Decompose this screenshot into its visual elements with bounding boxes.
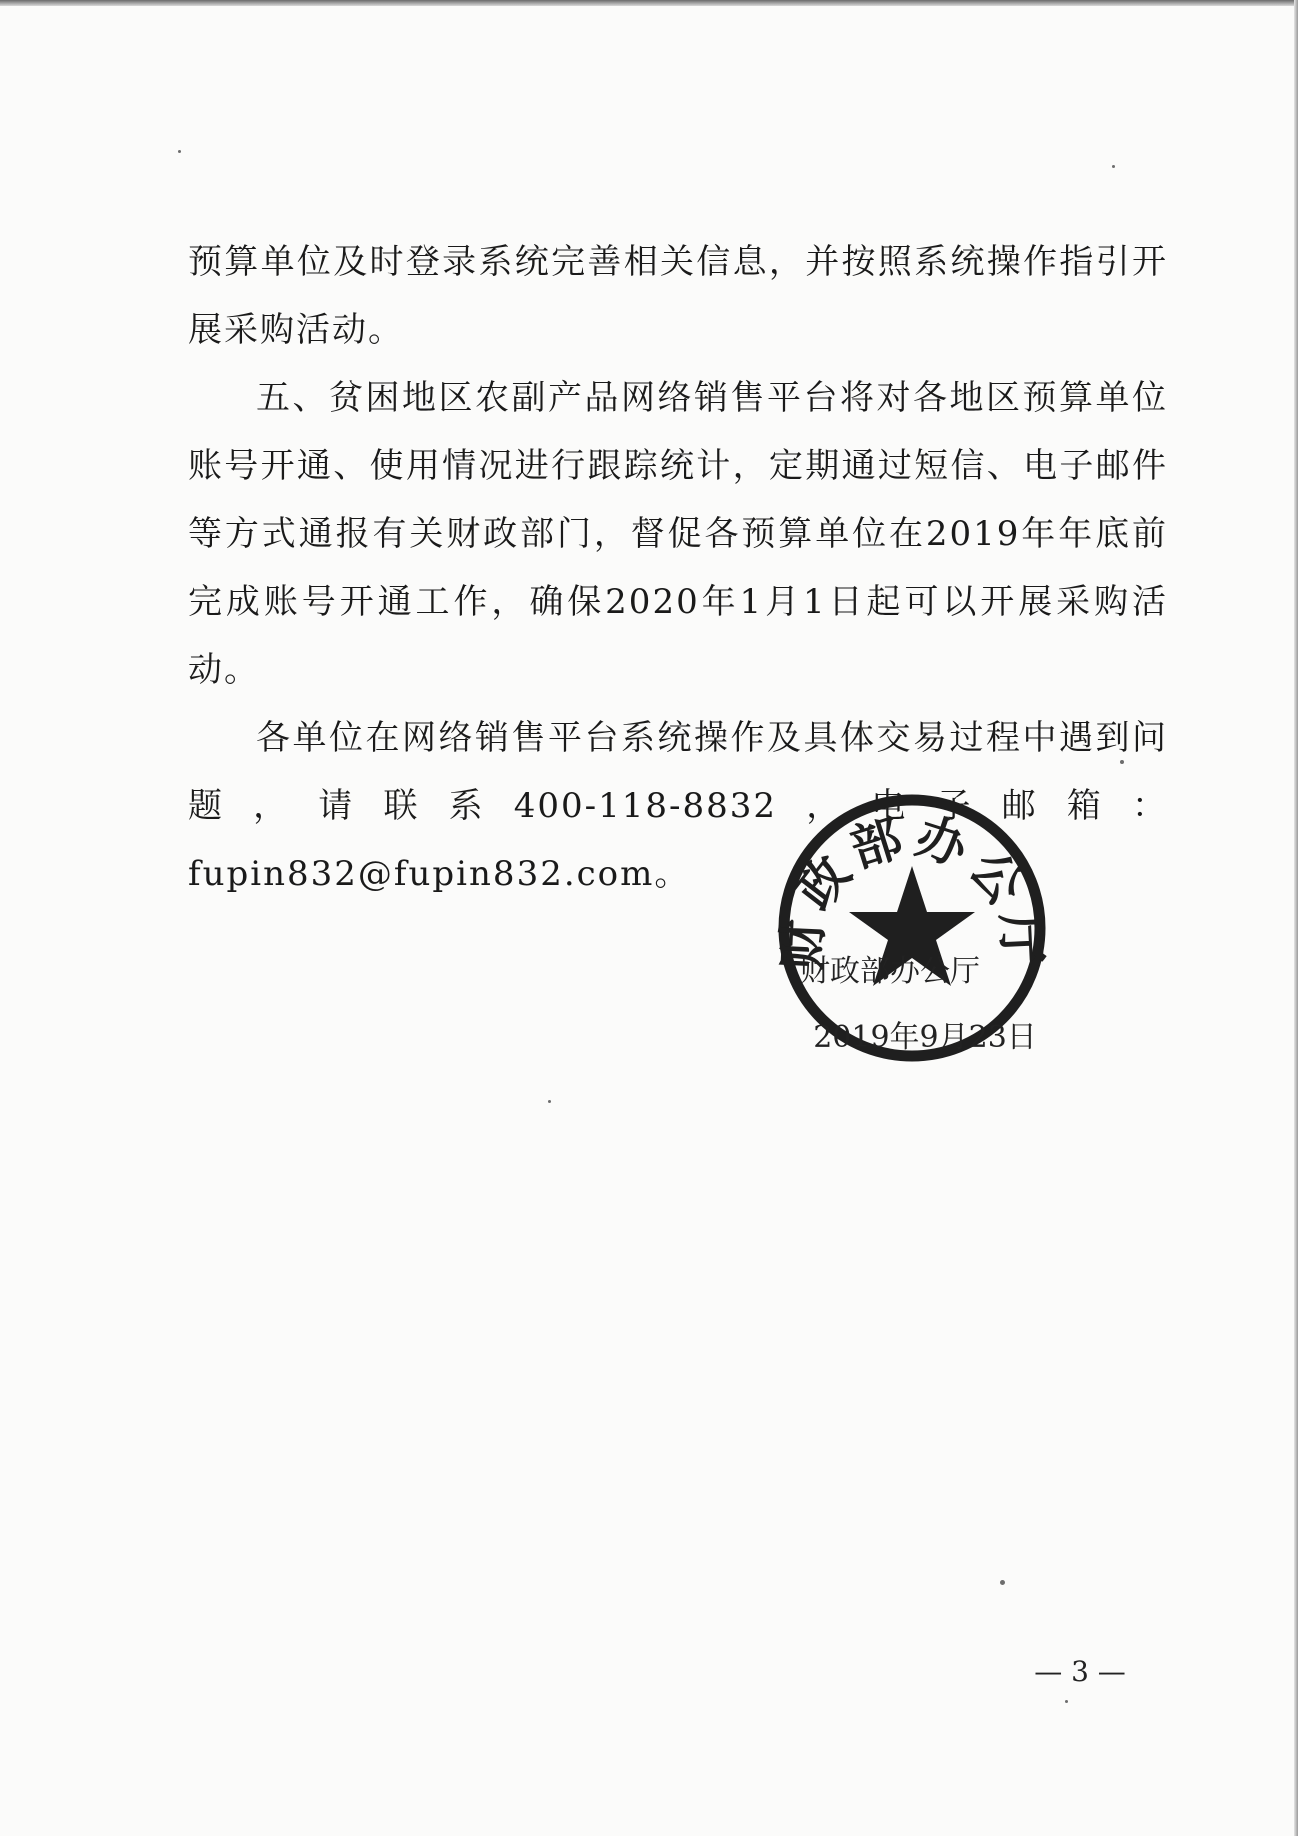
scan-top-edge <box>0 0 1298 6</box>
paragraph-contact: 各单位在网络销售平台系统操作及具体交易过程中遇到问题，请联系400-118-8832，电子邮箱：fupin832@fupin832.com。 <box>188 718 1168 894</box>
scan-speck <box>548 1100 551 1103</box>
signature-block <box>740 760 1120 1080</box>
scan-speck <box>1112 165 1115 168</box>
signature-date: 2019年9月23日 <box>813 1020 1037 1055</box>
svg-text:财政部办公厅: 财政部办公厅 <box>772 805 1052 972</box>
scan-right-edge <box>1294 0 1298 1836</box>
scan-speck <box>1065 1700 1068 1703</box>
paragraph-item-five: 五、贫困地区农副产品网络销售平台将对各地区预算单位账号开通、使用情况进行跟踪统计，定期通过短信、电子邮件等方式通报有关财政部门，督促各预算单位在2019年年底前完成账号开通工作，确保2020年1月1日起可以开展采购活动。 <box>188 378 1168 690</box>
scan-speck <box>1120 760 1124 764</box>
page-number: — 3 — <box>1034 1655 1126 1688</box>
paragraph-continuation: 预算单位及时登录系统完善相关信息，并按照系统操作指引开展采购活动。 <box>188 242 1168 350</box>
scan-speck <box>1000 1580 1005 1585</box>
signature-organization: 财政部办公厅 <box>800 954 980 989</box>
scan-speck <box>178 150 181 153</box>
